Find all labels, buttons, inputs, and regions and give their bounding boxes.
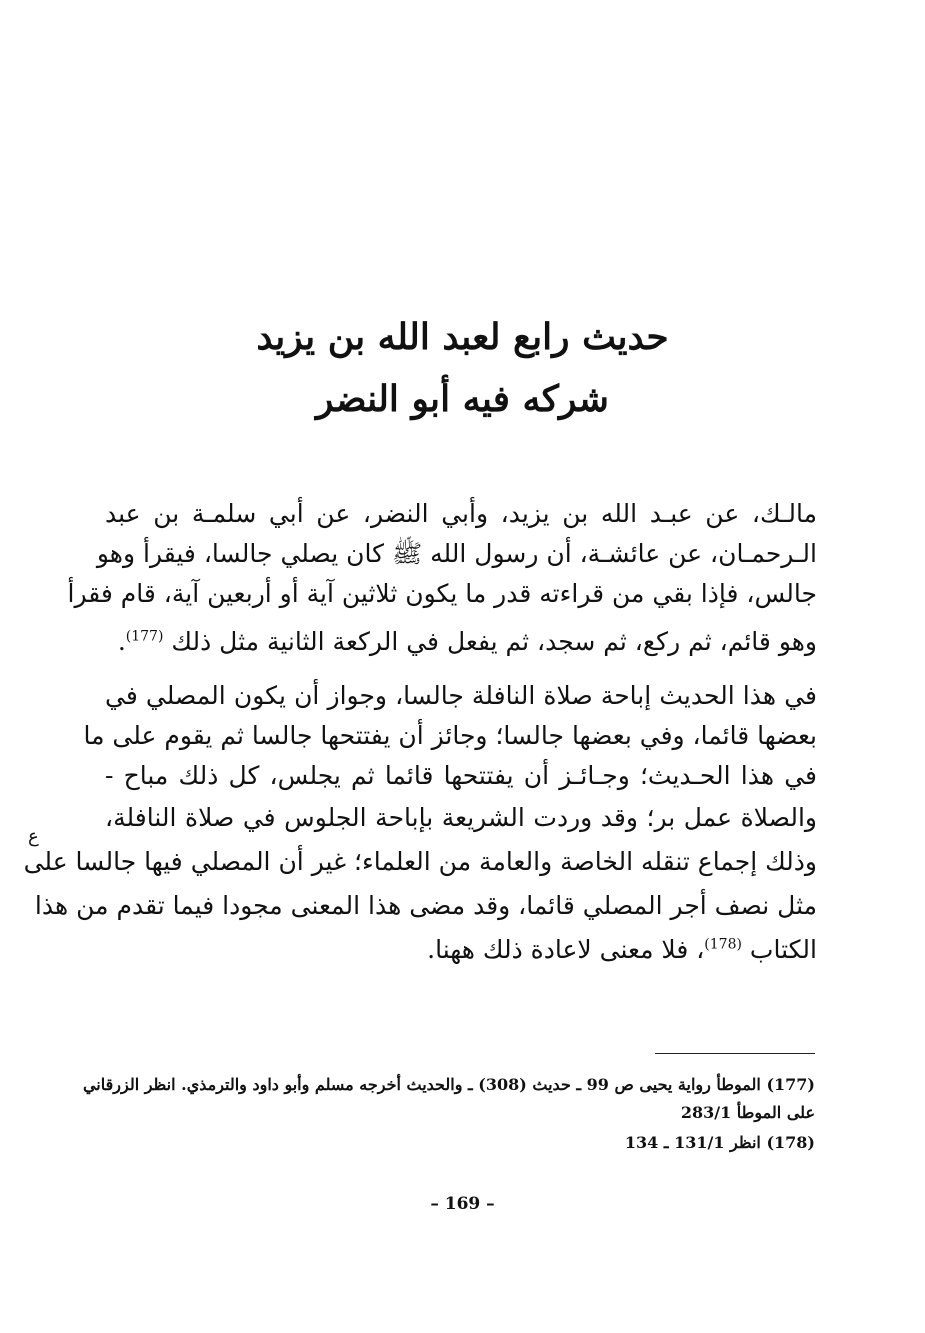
- margin-mark: ع: [28, 826, 39, 847]
- footnote-177-continued: على الموطأ 283/1: [680, 1103, 815, 1122]
- body-line-text: وهو قائم، ثم ركع، ثم سجد، ثم يفعل في الركعة الثانية مثل ذلك: [171, 627, 817, 656]
- body-line-text: الكتاب: [749, 935, 817, 964]
- body-line: جالس، فإذا بقي من قراءته قدر ما يكون ثلاثين آية أو أربعين آية، قام فقرأ: [67, 579, 817, 608]
- footnote-separator: [655, 1053, 815, 1054]
- body-line: [105, 930, 817, 970]
- body-line: الـرحمـان، عن عائشـة، أن رسول الله ﷺ كان يصلي جالسا، فيقرأ وهو: [96, 539, 817, 568]
- chapter-title-line-2: شركه فيه أبو النضر: [316, 378, 609, 420]
- footnote-ref-177[interactable]: (177): [125, 628, 164, 645]
- body-line: والصلاة عمل بر؛ وقد وردت الشريعة بإباحة الجلوس في صلاة النافلة،: [105, 803, 817, 832]
- footnote-ref-178[interactable]: (178): [704, 936, 742, 953]
- body-line: بعضها قائما، وفي بعضها جالسا؛ وجائز أن يفتتحها جالسا ثم يقوم على ما: [83, 721, 817, 750]
- chapter-title-line-1: حديث رابع لعبد الله بن يزيد: [256, 316, 669, 358]
- body-line-text: ، فلا معنى لاعادة ذلك ههنا.: [427, 935, 705, 964]
- footnote-177: (177) الموطأ رواية يحيى ص 99 ـ حديث (308) ـ والحديث أخرجه مسلم وأبو داود والترمذي. انظر الزرقاني: [82, 1075, 815, 1094]
- period: .: [117, 627, 126, 656]
- body-line: وذلك إجماع تنقله الخاصة والعامة من العلماء؛ غير أن المصلي فيها جالسا على: [23, 847, 817, 876]
- body-line: مالـك، عن عبـد الله بن يزيد، وأبي النضر، عن أبي سلمـة بن عبد: [105, 499, 817, 528]
- body-line: [105, 622, 817, 662]
- body-line: في هذا الحديث إباحة صلاة النافلة جالسا، وجواز أن يكون المصلي في: [105, 681, 817, 710]
- footnote-178: (178) انظر 131/1 ـ 134: [624, 1133, 815, 1152]
- body-line: في هذا الحـديث؛ وجـائـز أن يفتتحها قائما ثم يجلس، كل ذلك مباح -: [105, 761, 817, 790]
- page-number: – 169 –: [430, 1194, 495, 1214]
- body-line: مثل نصف أجر المصلي قائما، وقد مضى هذا المعنى مجودا فيما تقدم من هذا: [34, 891, 817, 920]
